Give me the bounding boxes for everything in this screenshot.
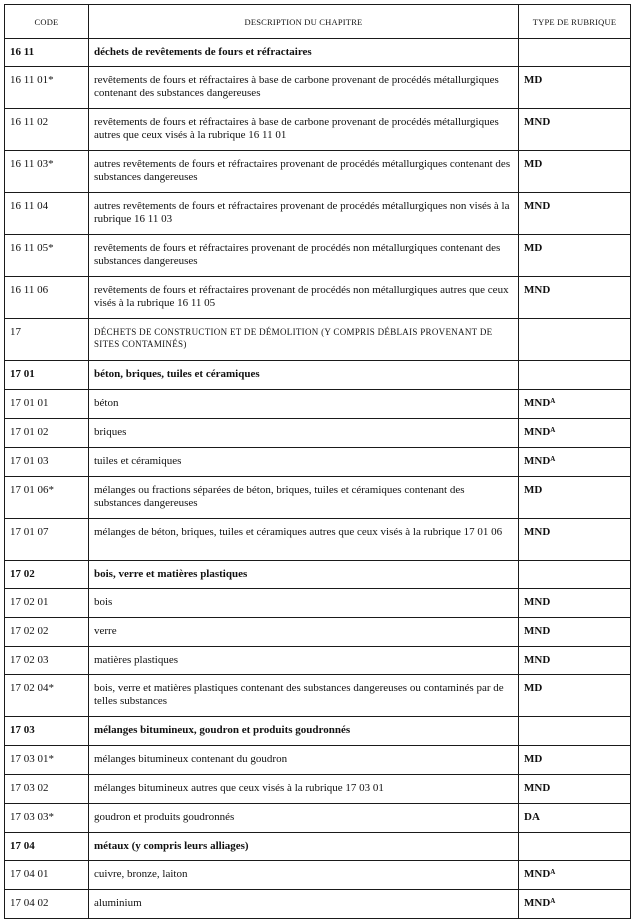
code-cell: 17 01 06*	[5, 477, 89, 519]
type-label: MND	[524, 116, 551, 128]
section-row	[5, 319, 631, 361]
footnote-marker: A	[550, 455, 556, 463]
type-label: MND	[524, 782, 551, 794]
description-cell: béton, briques, tuiles et céramiques	[89, 361, 519, 390]
document-page	[4, 4, 630, 919]
type-cell	[519, 448, 631, 477]
description-cell: matières plastiques	[89, 647, 519, 675]
code-cell: 16 11	[5, 39, 89, 67]
table-row	[5, 235, 631, 277]
type-cell	[519, 675, 631, 717]
table-row	[5, 67, 631, 109]
type-label: MND	[524, 284, 551, 296]
description-cell: briques	[89, 419, 519, 448]
type-cell	[519, 390, 631, 419]
type-cell	[519, 361, 631, 390]
footnote-marker: A	[550, 897, 556, 905]
table-row	[5, 419, 631, 448]
type-cell	[519, 717, 631, 746]
chapter-row	[5, 39, 631, 67]
description-cell: tuiles et céramiques	[89, 448, 519, 477]
description-cell: cuivre, bronze, laiton	[89, 861, 519, 890]
header-type: TYPE DE RUBRIQUE	[519, 5, 631, 39]
chapter-row	[5, 833, 631, 861]
type-cell	[519, 477, 631, 519]
description-cell: revêtements de fours et réfractaires à base de carbone provenant de procédés métallurgiques autres que ceux visés à la rubrique 16 11 01	[89, 109, 519, 151]
type-label: MND	[524, 455, 551, 467]
description-cell: mélanges ou fractions séparées de béton, briques, tuiles et céramiques contenant des substances dangereuses	[89, 477, 519, 519]
table-row	[5, 861, 631, 890]
type-cell	[519, 109, 631, 151]
code-cell: 17 02 01	[5, 589, 89, 618]
type-label: MD	[524, 158, 543, 170]
type-label: MND	[524, 200, 551, 212]
table-row	[5, 890, 631, 919]
description-cell: bois	[89, 589, 519, 618]
type-cell	[519, 319, 631, 361]
description-cell: béton	[89, 390, 519, 419]
table-row	[5, 746, 631, 775]
chapter-row	[5, 717, 631, 746]
table-body	[5, 39, 631, 919]
description-cell: revêtements de fours et réfractaires à base de carbone provenant de procédés métallurgiques contenant des substances dangereuses	[89, 67, 519, 109]
code-cell: 16 11 03*	[5, 151, 89, 193]
code-cell: 17 04 01	[5, 861, 89, 890]
description-cell: mélanges bitumineux, goudron et produits goudronnés	[89, 717, 519, 746]
code-cell: 17 01 07	[5, 519, 89, 561]
chapter-row	[5, 361, 631, 390]
code-cell: 17 01 01	[5, 390, 89, 419]
table-row	[5, 448, 631, 477]
type-cell	[519, 647, 631, 675]
description-cell: autres revêtements de fours et réfractaires provenant de procédés métallurgiques contenant des substances dangereuses	[89, 151, 519, 193]
type-label: MND	[524, 426, 551, 438]
type-label: MND	[524, 397, 551, 409]
code-cell: 17 04	[5, 833, 89, 861]
code-cell: 17 01 03	[5, 448, 89, 477]
footnote-marker: A	[550, 868, 556, 876]
code-cell: 17 02	[5, 561, 89, 589]
description-cell: bois, verre et matières plastiques	[89, 561, 519, 589]
description-cell: métaux (y compris leurs alliages)	[89, 833, 519, 861]
code-cell: 17 01 02	[5, 419, 89, 448]
code-cell: 16 11 04	[5, 193, 89, 235]
code-cell: 17 02 04*	[5, 675, 89, 717]
header-code: CODE	[5, 5, 89, 39]
type-label: MND	[524, 625, 551, 637]
table-row	[5, 675, 631, 717]
description-cell: mélanges bitumineux contenant du goudron	[89, 746, 519, 775]
table-row	[5, 277, 631, 319]
type-cell	[519, 151, 631, 193]
code-cell: 16 11 06	[5, 277, 89, 319]
type-label: MD	[524, 74, 543, 86]
type-label: MD	[524, 682, 543, 694]
waste-code-table	[4, 4, 631, 919]
table-row	[5, 109, 631, 151]
type-label: MD	[524, 753, 543, 765]
type-label: MND	[524, 897, 551, 909]
description-cell: déchets de revêtements de fours et réfractaires	[89, 39, 519, 67]
code-cell: 17 02 02	[5, 618, 89, 647]
type-cell	[519, 419, 631, 448]
type-label: MND	[524, 654, 551, 666]
table-row	[5, 390, 631, 419]
type-label: MD	[524, 242, 543, 254]
type-cell	[519, 804, 631, 833]
code-cell: 17 02 03	[5, 647, 89, 675]
description-cell: goudron et produits goudronnés	[89, 804, 519, 833]
description-cell: revêtements de fours et réfractaires provenant de procédés non métallurgiques contenant des substances dangereuses	[89, 235, 519, 277]
type-cell	[519, 861, 631, 890]
description-cell: revêtements de fours et réfractaires provenant de procédés non métallurgiques autres que ceux visés à la rubrique 16 11 05	[89, 277, 519, 319]
code-cell: 17	[5, 319, 89, 361]
description-cell: aluminium	[89, 890, 519, 919]
type-label: MD	[524, 484, 543, 496]
type-cell	[519, 833, 631, 861]
type-cell	[519, 67, 631, 109]
description-cell: bois, verre et matières plastiques contenant des substances dangereuses ou contaminés par de telles substances	[89, 675, 519, 717]
description-cell: mélanges bitumineux autres que ceux visés à la rubrique 17 03 01	[89, 775, 519, 804]
footnote-marker: A	[550, 426, 556, 434]
table-row	[5, 775, 631, 804]
code-cell: 17 03	[5, 717, 89, 746]
code-cell: 16 11 01*	[5, 67, 89, 109]
type-cell	[519, 589, 631, 618]
code-cell: 17 03 02	[5, 775, 89, 804]
table-row	[5, 647, 631, 675]
type-cell	[519, 193, 631, 235]
code-cell: 16 11 02	[5, 109, 89, 151]
footnote-marker: A	[550, 397, 556, 405]
code-cell: 17 03 01*	[5, 746, 89, 775]
type-cell	[519, 39, 631, 67]
description-cell: verre	[89, 618, 519, 647]
type-label: MND	[524, 868, 551, 880]
description-cell: DÉCHETS DE CONSTRUCTION ET DE DÉMOLITION (Y COMPRIS DÉBLAIS PROVENANT DE SITES CONTAMINÉS)	[89, 319, 519, 361]
description-cell: mélanges de béton, briques, tuiles et céramiques autres que ceux visés à la rubrique 17 01 06	[89, 519, 519, 561]
type-label: MND	[524, 596, 551, 608]
table-row	[5, 477, 631, 519]
chapter-row	[5, 561, 631, 589]
code-cell: 17 03 03*	[5, 804, 89, 833]
type-cell	[519, 561, 631, 589]
table-row	[5, 804, 631, 833]
type-label: MND	[524, 526, 551, 538]
code-cell: 16 11 05*	[5, 235, 89, 277]
table-row	[5, 618, 631, 647]
type-cell	[519, 235, 631, 277]
type-cell	[519, 618, 631, 647]
type-cell	[519, 519, 631, 561]
table-row	[5, 519, 631, 561]
code-cell: 17 04 02	[5, 890, 89, 919]
description-cell: autres revêtements de fours et réfractaires provenant de procédés métallurgiques non visés à la rubrique 16 11 03	[89, 193, 519, 235]
type-label: DA	[524, 811, 540, 823]
header-description: DESCRIPTION DU CHAPITRE	[89, 5, 519, 39]
type-cell	[519, 890, 631, 919]
table-header-row	[5, 5, 631, 39]
type-cell	[519, 277, 631, 319]
code-cell: 17 01	[5, 361, 89, 390]
type-cell	[519, 775, 631, 804]
type-cell	[519, 746, 631, 775]
table-row	[5, 589, 631, 618]
table-row	[5, 193, 631, 235]
table-row	[5, 151, 631, 193]
